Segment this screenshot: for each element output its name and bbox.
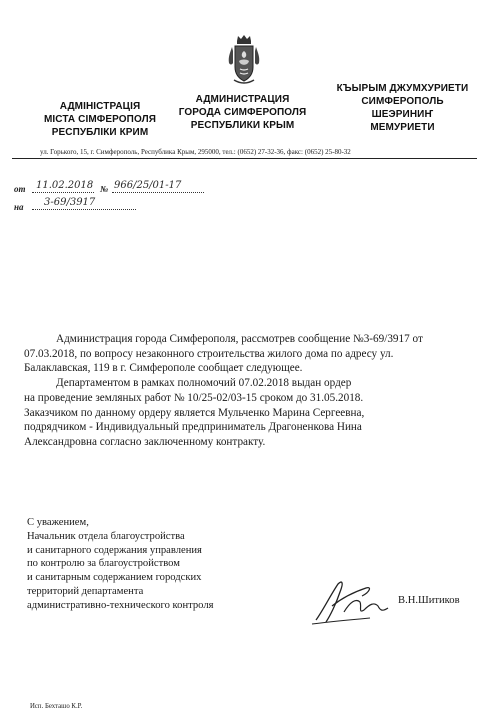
handwritten-signature	[308, 572, 398, 632]
header-ua-line: РЕСПУБЛІКИ КРИМ	[51, 127, 149, 138]
executor-note: Исп. Бехташо К.Р.	[30, 703, 83, 710]
signature-line: по контролю за благоустройством	[27, 558, 180, 570]
body-line: Администрация города Симферополя, рассмотрев сообщение №3-69/3917 от	[56, 333, 423, 345]
signature-line: территорий департамента	[27, 585, 144, 597]
signature-line: С уважением,	[27, 517, 89, 528]
header-ukrainian	[40, 100, 160, 139]
number-sign: №	[100, 184, 109, 194]
body-line: Александровна согласно заключенному контракту.	[24, 435, 266, 448]
signature-block	[27, 516, 214, 613]
registration-number: 966/25/01-17	[114, 180, 182, 191]
header-crimean-tatar	[330, 82, 475, 134]
header-kr-line: МЕМУРИЕТИ	[370, 122, 435, 133]
signature-line: и санитарным содержанием городских	[27, 572, 202, 584]
signer-name: В.Н.Шитиков	[398, 595, 460, 606]
body-line: Балаклавская, 119 в г. Симферополе сообщает следующее.	[24, 362, 303, 375]
header-kr-line: СИМФЕРОПОЛЬ	[361, 96, 444, 107]
date-underline	[32, 192, 94, 193]
header-russian	[175, 93, 310, 132]
body-line: подрядчиком - Индивидуальный предприниматель Драгоненкова Нина	[24, 421, 362, 434]
header-ua-line: МІСТА СІМФЕРОПОЛЯ	[43, 114, 157, 125]
signature-line: и санитарного содержания управления	[27, 544, 202, 556]
body-line: 07.03.2018, по вопросу незаконного строительства жилого дома по адресу ул.	[24, 347, 394, 360]
body-line: Департаментом в рамках полномочий 07.02.2018 выдан ордер	[56, 377, 352, 390]
letter-body	[24, 332, 477, 450]
header-ru-line: ГОРОДА СИМФЕРОПОЛЯ	[178, 107, 307, 118]
signature-line: Начальник отдела благоустройства	[27, 530, 185, 542]
signature-line: административно-технического контроля	[27, 599, 214, 611]
registration-block	[14, 178, 244, 218]
number-underline	[112, 192, 204, 193]
header-kr-line: КЪЫРЫМ ДЖУМХУРИЕТИ	[336, 83, 469, 94]
body-line: на проведение земляных работ № 10/25-02/03-15 сроком до 31.05.2018.	[24, 391, 364, 404]
header-ru-line: РЕСПУБЛИКИ КРЫМ	[190, 120, 295, 131]
ref-underline	[32, 209, 136, 210]
header-kr-line: ШЕЭРИНИҤ	[371, 109, 434, 120]
to-label: на	[14, 202, 24, 212]
body-line: Заказчиком по данному ордеру является Мульченко Марина Сергеевна,	[24, 406, 365, 419]
from-label: от	[14, 184, 26, 194]
reference-number: 3-69/3917	[44, 197, 96, 208]
address-line: ул. Горького, 15, г. Симферополь, Республика Крым, 295000, тел.: (0652) 27-32-36, факс: (0652) 25-80-32	[40, 148, 351, 156]
header-ua-line: АДМІНІСТРАЦІЯ	[59, 101, 141, 112]
coat-of-arms-emblem	[226, 33, 262, 87]
registration-date: 11.02.2018	[36, 180, 94, 191]
header-divider	[12, 158, 477, 159]
header-ru-line: АДМИНИСТРАЦИЯ	[195, 94, 290, 105]
